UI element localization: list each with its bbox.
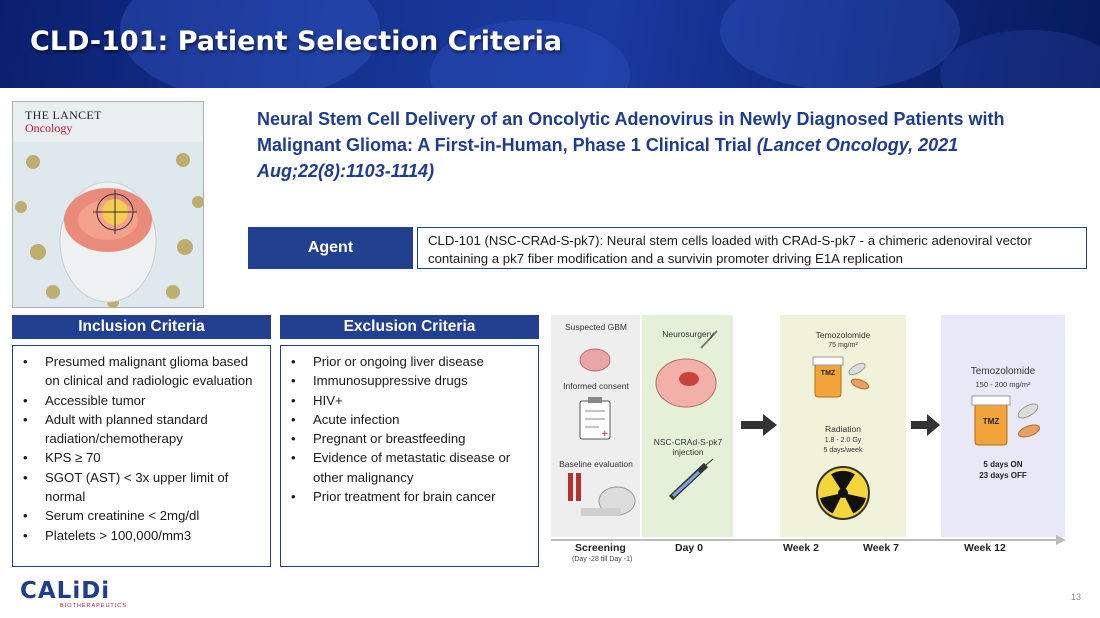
journal-cover [12, 101, 204, 308]
radiation-title: Radiation [825, 424, 861, 434]
cover-brand: THE LANCET [25, 108, 102, 122]
exclusion-item: • Acute infection [289, 410, 532, 429]
screening-sub-label: (Day -28 till Day -1) [572, 556, 633, 563]
logo-wordmark: CALiDi [20, 578, 111, 604]
suspected-gbm-text: Suspected GBM [565, 322, 627, 332]
days-on-text: 5 days ON [983, 460, 1023, 469]
inclusion-item: • Presumed malignant glioma based on clinical and radiologic evaluation [21, 352, 264, 391]
page-number: 13 [1070, 592, 1081, 602]
injection-text: NSC-CRAd-S-pk7 injection [653, 437, 723, 457]
week2-tmz-dose: 75 mg/m² [828, 342, 858, 349]
days-off-text: 23 days OFF [979, 471, 1027, 480]
exclusion-item: • Pregnant or breastfeeding [289, 429, 532, 448]
radiation-dose: 1.8 - 2.0 Gy [824, 437, 862, 444]
company-logo [20, 578, 127, 609]
screening-label: Screening [575, 542, 626, 554]
informed-consent-text: Informed consent [563, 381, 629, 391]
week2-bottle-label: TMZ [820, 370, 836, 377]
paper-title [257, 106, 1087, 184]
week12-tmz-title: Temozolomide [970, 366, 1036, 377]
cover-subbrand: Oncology [25, 121, 73, 135]
brain-target-illustration [13, 142, 204, 308]
inclusion-header: Inclusion Criteria [12, 315, 271, 339]
agent-description: CLD-101 (NSC-CRAd-S-pk7): Neural stem cells loaded with CRAd-S-pk7 - a chimeric adenoviral vector containing a pk7 fiber modification and a survivin promoter driving E1A replication [417, 227, 1087, 269]
inclusion-list [21, 352, 264, 545]
agent-label: Agent [248, 227, 413, 269]
inclusion-item: • Accessible tumor [21, 391, 264, 410]
inclusion-item: • SGOT (AST) < 3x upper limit of normal [21, 468, 264, 507]
week2-tmz-title: Temozolomide [815, 330, 871, 340]
exclusion-item: • Prior or ongoing liver disease [289, 352, 532, 371]
slide-title: CLD-101: Patient Selection Criteria [30, 26, 563, 57]
week12-bottle-label: TMZ [982, 417, 1000, 426]
inclusion-item: • Platelets > 100,000/mm3 [21, 526, 264, 545]
paper-title-text: Neural Stem Cell Delivery of an Oncolytic Adenovirus in Newly Diagnosed Patients with Malignant Glioma: A First-in-Human, Phase 1 Clinical Trial [257, 109, 1005, 155]
exclusion-list [289, 352, 532, 506]
inclusion-item: • Serum creatinine < 2mg/dl [21, 506, 264, 525]
exclusion-header: Exclusion Criteria [280, 315, 539, 339]
exclusion-item: • Immunosuppressive drugs [289, 371, 532, 390]
inclusion-item: • Adult with planned standard radiation/chemotherapy [21, 410, 264, 449]
week12-label: Week 12 [964, 542, 1006, 554]
trial-timeline [551, 313, 1066, 569]
exclusion-item: • Evidence of metastatic disease or other malignancy [289, 448, 532, 487]
svg-text:+: + [601, 429, 609, 439]
slide-header [0, 0, 1100, 88]
exclusion-box [280, 345, 539, 567]
inclusion-box [12, 345, 271, 567]
inclusion-item: • KPS ≥ 70 [21, 448, 264, 467]
baseline-evaluation-text: Baseline evaluation [559, 459, 633, 469]
exclusion-item: • Prior treatment for brain cancer [289, 487, 532, 506]
week7-label: Week 7 [863, 542, 899, 554]
neurosurgery-text: Neurosurgery [662, 329, 714, 339]
day0-label: Day 0 [675, 542, 704, 554]
week2-label: Week 2 [783, 542, 819, 554]
exclusion-item: • HIV+ [289, 391, 532, 410]
logo-tagline: BIOTHERAPEUTICS [60, 603, 127, 609]
paper-citation: (Lancet Oncology, 2021 Aug;22(8):1103-1114) [257, 135, 959, 181]
radiation-frequency: 5 days/week [823, 447, 863, 454]
week12-tmz-dose: 150 - 200 mg/m² [975, 380, 1031, 389]
